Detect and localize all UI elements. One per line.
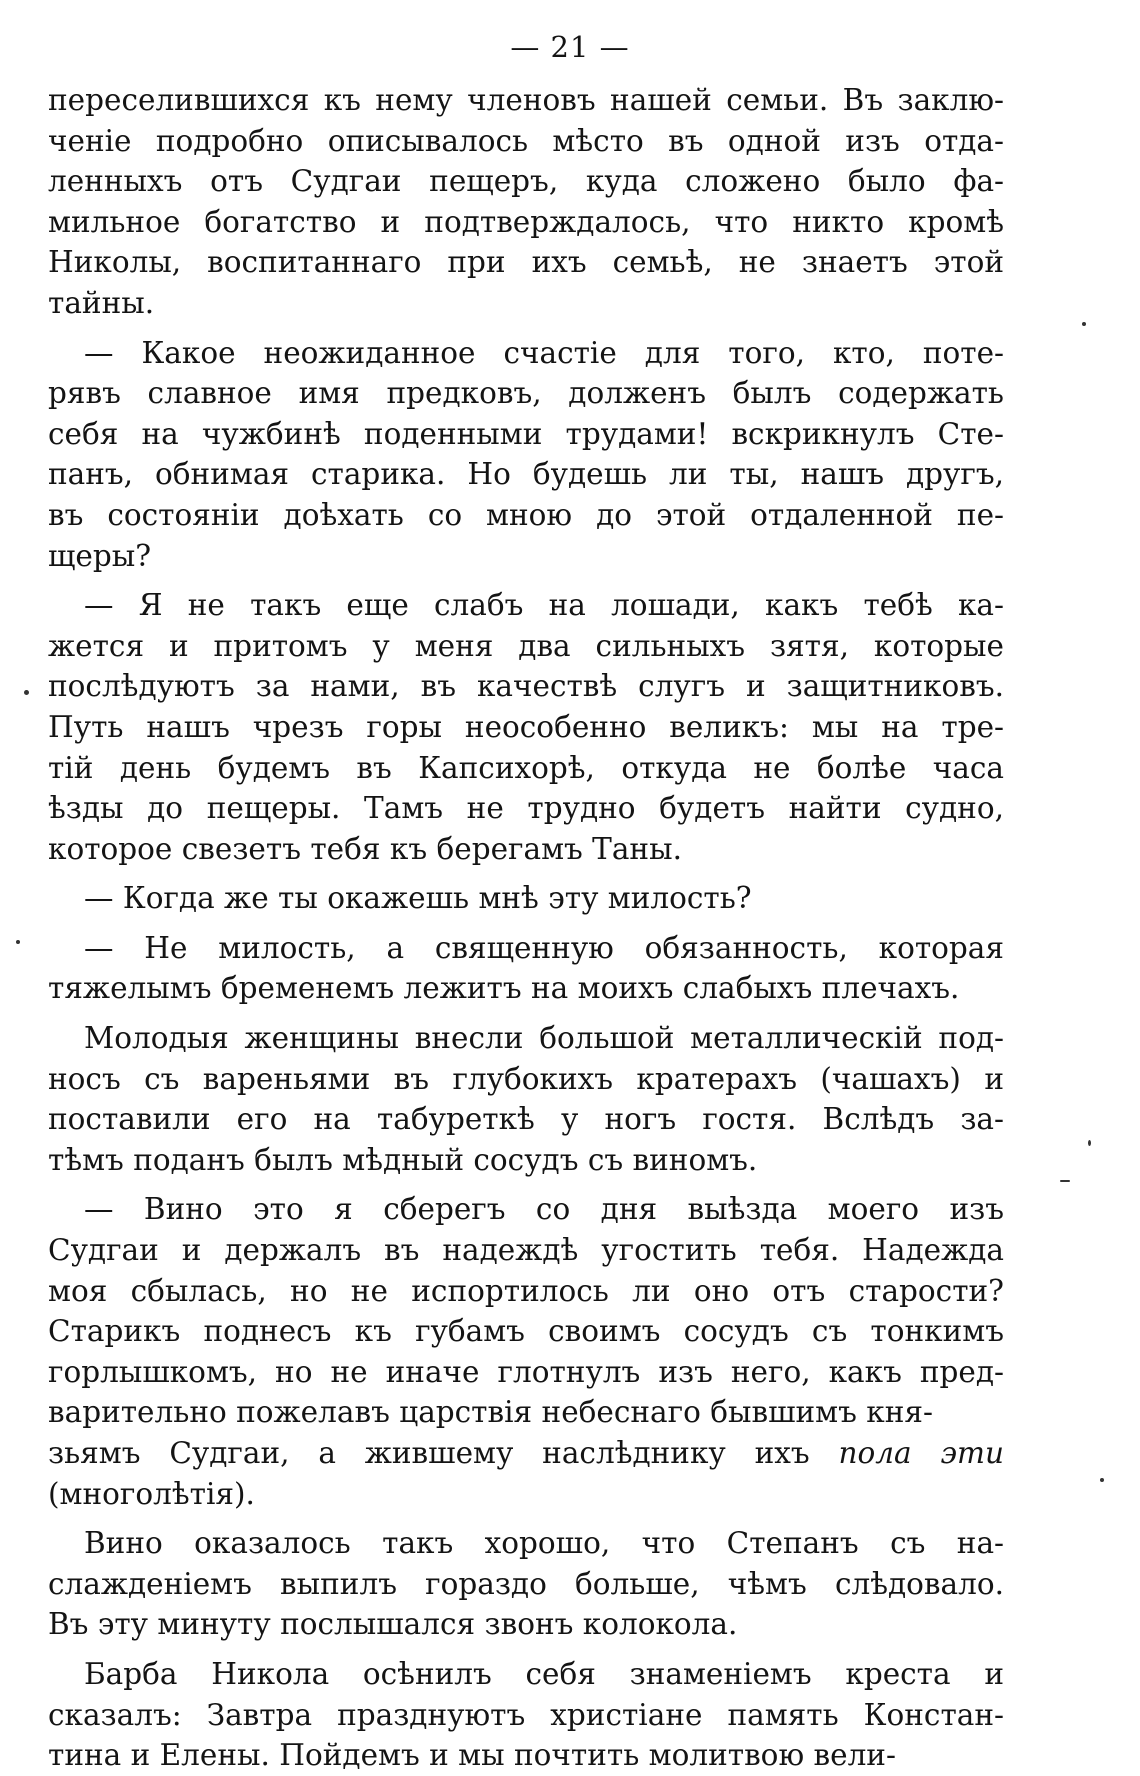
text-line-content: мильное богатство и подтверждалось, что никто кромѣ [48, 204, 1004, 239]
text-line [48, 1271, 1004, 1312]
text-line [48, 1140, 1004, 1181]
text-line [48, 373, 1004, 414]
scan-speck [1100, 1478, 1104, 1482]
text-line-content: — Какое неожиданное счастіе для того, кто, поте- [84, 335, 1004, 370]
text-line-content: — Вино это я сберегъ со дня выѣзда моего изъ [84, 1192, 1004, 1227]
paragraph-gap [48, 1514, 1004, 1523]
paragraph-gap [48, 869, 1004, 878]
text-line-content: моя сбылась, но не испортилось ли оно отъ старости? [48, 1273, 1004, 1308]
text-line [48, 1230, 1004, 1271]
text-line [48, 585, 1004, 626]
text-line [48, 1474, 1004, 1515]
text-line-content: сказалъ: Завтра празднуютъ христіане память Констан- [48, 1697, 1004, 1732]
body-text [48, 80, 1004, 1776]
italic-phrase: пола эти [838, 1436, 1004, 1470]
text-line [48, 1018, 1004, 1059]
text-line-content: горлышкомъ, но не иначе глотнулъ изъ него, какъ пред- [48, 1354, 1004, 1389]
text-line-content: ѣзды до пещеры. Тамъ не трудно будетъ найти судно, [48, 791, 1004, 826]
text-line-content: себя на чужбинѣ поденными трудами! вскрикнулъ Сте- [48, 416, 1004, 451]
text-line [48, 968, 1004, 1009]
text-line [48, 1311, 1004, 1352]
paragraph-gap [48, 576, 1004, 585]
text-line [48, 1392, 1004, 1433]
text-line-content: жется и притомъ у меня два сильныхъ зятя, которые [48, 628, 1004, 663]
page-number: — 21 — [510, 30, 630, 64]
text-line-content: ленныхъ отъ Судгаи пещеръ, куда сложено было фа- [48, 164, 1004, 199]
text-line-content: — Не милость, а священную обязанность, которая [84, 930, 1004, 965]
text-line [48, 1433, 1004, 1474]
scan-speck [1082, 322, 1086, 326]
text-line [48, 1604, 1004, 1645]
text-line-content: (многолѣтія). [48, 1476, 255, 1511]
text-line [48, 748, 1004, 789]
text-line [48, 1099, 1004, 1140]
text-line-content: переселившихся къ нему членовъ нашей семьи. Въ заклю- [48, 83, 1004, 117]
text-line [48, 626, 1004, 667]
text-line [48, 333, 1004, 374]
text-line-content: которое свезетъ тебя къ берегамъ Таны. [48, 831, 682, 866]
text-line [48, 1564, 1004, 1605]
text-line [48, 121, 1004, 162]
text-line-content: рявъ славное имя предковъ, долженъ былъ содержать [48, 376, 1004, 411]
text-line-content: Молодыя женщины внесли большой металлическій под- [84, 1021, 1004, 1056]
paragraph-gap [48, 1009, 1004, 1018]
text-line-content: Николы, воспитаннаго при ихъ семьѣ, не знаетъ этой [48, 245, 1004, 280]
text-line [48, 1189, 1004, 1230]
text-line-content: варительно пожелавъ царствія небеснаго бывшимъ кня- [48, 1395, 933, 1430]
text-line-content: тяжелымъ бременемъ лежитъ на моихъ слабыхъ плечахъ. [48, 971, 960, 1006]
text-line-content: послѣдуютъ за нами, въ качествѣ слугъ и защитниковъ. [48, 669, 1004, 704]
text-line-content: въ состояніи доѣхать со мною до этой отдаленной пе- [48, 497, 1004, 532]
text-line-content: тѣмъ поданъ былъ мѣдный сосудъ съ виномъ. [48, 1142, 758, 1177]
scan-speck [24, 690, 29, 695]
text-line [48, 414, 1004, 455]
text-line [48, 829, 1004, 870]
paragraph-gap [48, 919, 1004, 928]
text-line-content: Барба Никола осѣнилъ себя знаменіемъ креста и [84, 1656, 1004, 1691]
text-line [48, 283, 1004, 324]
paragraph-gap [48, 1180, 1004, 1189]
text-line [48, 161, 1004, 202]
text-line [48, 1695, 1004, 1736]
text-line-content: — Я не такъ еще слабъ на лошади, какъ тебѣ ка- [84, 588, 1004, 623]
text-line-content: Въ эту минуту послышался звонъ колокола. [48, 1607, 738, 1642]
text-line [48, 536, 1004, 577]
text-line-content: Старикъ поднесъ къ губамъ своимъ сосудъ съ тонкимъ [48, 1314, 1004, 1349]
text-line-content: — Когда же ты окажешь мнѣ эту милость? [84, 881, 752, 916]
text-line [48, 1059, 1004, 1100]
text-line-content: слажденіемъ выпилъ гораздо больше, чѣмъ слѣдовало. [48, 1566, 1004, 1601]
scan-speck [16, 940, 20, 944]
text-line [48, 928, 1004, 969]
text-line [48, 454, 1004, 495]
scan-speck [1088, 1140, 1091, 1146]
text-line-content: тайны. [48, 285, 155, 320]
text-line-content: тій день будемъ въ Капсихорѣ, откуда не болѣе часа [48, 750, 1004, 785]
text-line-content: носъ съ вареньями въ глубокихъ кратерахъ (чашахъ) и [48, 1061, 1004, 1096]
text-line-content: Судгаи и держалъ въ надеждѣ угостить тебя. Надежда [48, 1233, 1004, 1268]
text-line-content: панъ, обнимая старика. Но будешь ли ты, нашъ другъ, [48, 457, 1004, 492]
text-line-content: тина и Елены. Пойдемъ и мы почтить молитвою вели- [48, 1738, 896, 1773]
text-line-content: поставили его на табуреткѣ у ногъ гостя. Вслѣдъ за- [48, 1102, 1004, 1137]
text-line [48, 1352, 1004, 1393]
text-line-content: щеры? [48, 538, 152, 573]
text-line-content: ченіе подробно описывалось мѣсто въ одной изъ отда- [48, 123, 1004, 158]
text-line-content: зьямъ Судгаи, а жившему наслѣднику ихъ [48, 1436, 810, 1470]
text-line [48, 495, 1004, 536]
text-line [48, 80, 1004, 121]
text-line [48, 1523, 1004, 1564]
text-line [48, 1735, 1004, 1776]
text-line [48, 666, 1004, 707]
scan-speck [1060, 1180, 1070, 1182]
paragraph-gap [48, 1645, 1004, 1654]
text-line [48, 242, 1004, 283]
text-line-content: Вино оказалось такъ хорошо, что Степанъ съ на- [84, 1526, 1004, 1561]
text-line [48, 1654, 1004, 1695]
paragraph-gap [48, 324, 1004, 333]
text-line [48, 878, 1004, 919]
text-line [48, 788, 1004, 829]
text-line [48, 202, 1004, 243]
text-line [48, 707, 1004, 748]
text-line-content: Путь нашъ чрезъ горы неособенно великъ: мы на тре- [48, 709, 1004, 744]
